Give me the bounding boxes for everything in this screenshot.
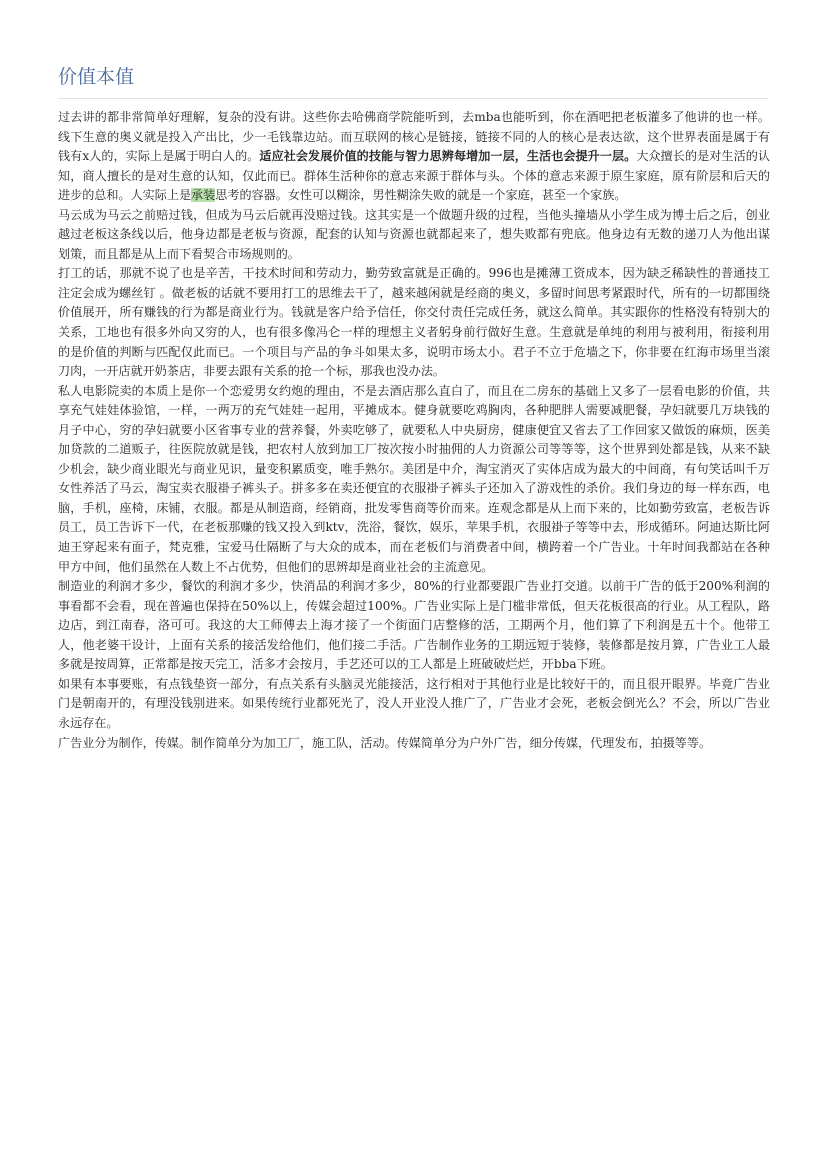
paragraph-1 [58, 108, 770, 206]
article-body [58, 108, 770, 753]
paragraph-1-text-c: 思考的容器。女性可以糊涂，男性糊涂失败的就是一个家庭，甚至一个家族。 [215, 188, 627, 203]
page-title: 价值本值 [58, 66, 135, 88]
paragraph-2: 马云成为马云之前赔过钱，但成为马云后就再没赔过钱。这其实是一个做题升级的过程，当他头撞墙从小学生成为博士后之后，创业越过老板这条线以后，他身边都是老板与资源，配套的认知与资源也就都起来了，想失败都有兜底。他身边有无数的递刀人为他出谋划策，而且都是从上而下看契合市场规则的。 [58, 207, 770, 261]
title-divider [58, 98, 768, 99]
paragraph-6: 如果有本事要账，有点钱垫资一部分，有点关系有头脑灵光能接活，这行相对于其他行业是比较好干的，而且很开眼界。毕竟广告业门是朝南开的，有理没钱别进来。如果传统行业都死光了，没人开业没人推广了，广告业才会死，老板会倒光么？不会，所以广告业永远存在。 [58, 676, 770, 730]
paragraph-7: 广告业分为制作，传媒。制作简单分为加工厂，施工队，活动。传媒简单分为户外广告，细分传媒，代理发布，拍摄等等。 [58, 735, 712, 750]
paragraph-4: 私人电影院卖的本质上是你一个恋爱男女约炮的理由，不是去酒店那么直白了，而且在二房东的基础上又多了一层看电影的价值，共享充气娃娃体验馆，一样，一两万的充气娃娃一起用，平摊成本。健身就要吃鸡胸肉，各种肥胖人需要减肥餐，孕妇就要几万块钱的月子中心，穷的孕妇就要小区省事专业的营养餐，外卖吃够了，就要私人中央厨房，健康便宜又省去了工作回家又做饭的麻烦，医美加贷款的二道贩子，往医院放就是钱，把农村人放到加工厂按次按小时抽佣的人力资源公司等等等，这个世界到处都是钱，从来不缺少机会，缺少商业眼光与商业见识，量变积累质变，唯手熟尔。美团是中介，淘宝消灭了实体店成为最大的中间商，有句笑话叫千万女性养活了马云，淘宝卖衣服褂子裤头子。拼多多在卖还便宜的衣服褂子裤头子还加入了游戏性的杀价。我们身边的每一样东西，电脑，手机，座椅，床铺，衣服。都是从制造商，经销商，批发零售商等价而来。连观念都是从上而下来的，比如勤劳致富，老板告诉员工，员工告诉下一代，在老板那赚的钱又投入到ktv，洗浴，餐饮，娱乐，苹果手机，衣服褂子等等中去，形成循环。阿迪达斯比阿迪王穿起来有面子，梵克雅，宝爱马仕隔断了与大众的成本，而在老板们与消费者中间，横跨着一个广告业。十年时间我都站在各种甲方中间，他们虽然在人数上不占优势，但他们的思辨却是商业社会的主流意见。 [58, 383, 770, 574]
paragraph-1-text-b: 大众擅长的是对生活的认知，商人擅长的是对生意的认知，仅此而已。群体生活种你的意志来源于群体与头。个体的意志来源于原生家庭，原有阶层和后天的进步的总和。人实际上是 [58, 149, 770, 203]
paragraph-1-bold-text: 适应社会发展价值的技能与智力思辨每增加一层，生活也会提升一层。 [259, 149, 637, 164]
paragraph-5: 制造业的利润才多少，餐饮的利润才多少，快消品的利润才多少，80%的行业都要跟广告业打交道。以前干广告的低于200%利润的事看都不会看，现在普遍也保持在50%以上，传媒会超过100%。广告业实际上是门槛非常低，但天花板很高的行业。从工程队，路边店，到江南春，洛可可。我这的大工师傅去上海才接了一个街面门店整修的活，工期两个月，他们算了下利润是五十个。他带工人，他老婆干设计，上面有关系的接活发给他们，他们接二手活。广告制作业务的工期远短于装修，装修都是按月算，广告业工人最多就是按周算，正常都是按天完工，活多才会按月，手艺还可以的工人都是上班破破烂烂，开bba下班。 [58, 579, 770, 672]
paragraph-3: 打工的话，那就不说了也是辛苦，干技术时间和劳动力，勤劳致富就是正确的。996也是摊薄工资成本，因为缺乏稀缺性的普通技工注定会成为螺丝钉 。做老板的话就不要用打工的思维去干了，越来越闲就是经商的奥义，多留时间思考紧跟时代，所有的一切都围绕价值展开，所有赚钱的行为都是商业行为。钱就是客户给予信任，你交付责任完成任务，就这么简单。其实跟你的性格没有特别大的关系，工地也有很多外向又穷的人，也有很多像冯仑一样的理想主义者躬身前行做好生意。生意就是单纯的利用与被利用，衔接利用的是价值的判断与匹配仅此而已。一个项目与产品的争斗如果太多，说明市场太小。君子不立于危墙之下，你非要在红海市场里当滚刀肉，一开店就开奶茶店，非要去跟有关系的抢一个标，那我也没办法。 [58, 266, 770, 379]
highlighted-word: 承装 [191, 188, 216, 203]
paragraph-1-text-a: 过去讲的都非常简单好理解，复杂的没有讲。这些你去哈佛商学院能听到，去mba也能听到，你在酒吧把老板灌多了他讲的也一样。线下生意的奥义就是投入产出比，少一毛钱靠边站。而互联网的核心是链接，链接不同的人的核心是表达欲，这个世界表面是属于有钱有x人的，实际上是属于明白人的。 [58, 110, 770, 164]
